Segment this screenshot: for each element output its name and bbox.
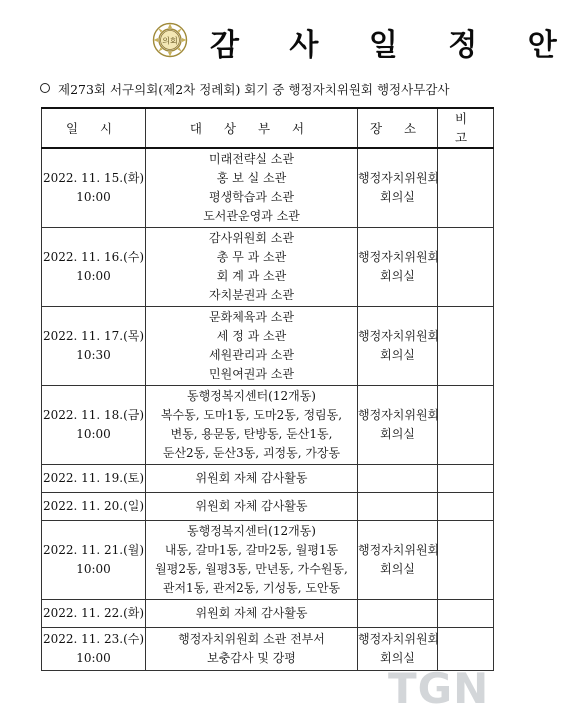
- date-cell: 2022. 11. 20.(일): [42, 493, 146, 521]
- target-cell: 동행정복지센터(12개동) 내동, 갈마1동, 갈마2동, 월평1동 월평2동, 월평3동, 만년동, 가수원동, 관저1동, 관저2동, 기성동, 도안동: [146, 521, 358, 600]
- note-cell: [438, 521, 494, 600]
- target-cell: 위원회 자체 감사활동: [146, 465, 358, 493]
- target-cell: 감사위원회 소관 총 무 과 소관 회 계 과 소관 자치분권과 소관: [146, 228, 358, 307]
- table-row: [42, 307, 494, 386]
- note-cell: [438, 148, 494, 228]
- date-cell: 2022. 11. 19.(토): [42, 465, 146, 493]
- target-cell: 미래전략실 소관 홍 보 실 소관 평생학습과 소관 도서관운영과 소관: [146, 148, 358, 228]
- table-header-row: [42, 108, 494, 148]
- target-cell: 동행정복지센터(12개동) 복수동, 도마1동, 도마2동, 정림동, 변동, 용문동, 탄방동, 둔산1동, 둔산2동, 둔산3동, 괴정동, 가장동: [146, 386, 358, 465]
- note-cell: [438, 493, 494, 521]
- table-row: [42, 493, 494, 521]
- bullet-circle-icon: [40, 83, 50, 93]
- table-row: [42, 600, 494, 628]
- note-cell: [438, 465, 494, 493]
- place-cell: 행정자치위원회 회의실: [358, 386, 438, 465]
- place-cell: [358, 465, 438, 493]
- tgn-watermark-logo: TGN: [388, 664, 490, 713]
- place-cell: 행정자치위원회 회의실: [358, 521, 438, 600]
- header-place: 장 소: [358, 108, 438, 148]
- place-cell: 행정자치위원회 회의실: [358, 148, 438, 228]
- document-title: 감 사 일 정 안: [210, 28, 577, 63]
- header-target: 대 상 부 서: [146, 108, 358, 148]
- subtitle-text: 제273회 서구의회(제2차 정례회) 회기 중 행정자치위원회 행정사무감사: [58, 82, 450, 97]
- table-row: [42, 386, 494, 465]
- target-cell: 행정자치위원회 소관 전부서 보충감사 및 강평: [146, 628, 358, 671]
- date-cell: 2022. 11. 22.(화): [42, 600, 146, 628]
- place-cell: [358, 600, 438, 628]
- note-cell: [438, 600, 494, 628]
- place-cell: 행정자치위원회 회의실: [358, 228, 438, 307]
- table-row: [42, 228, 494, 307]
- place-cell: 행정자치위원회 회의실: [358, 307, 438, 386]
- note-cell: [438, 386, 494, 465]
- svg-text:의회: 의회: [162, 36, 178, 46]
- date-cell: 2022. 11. 18.(금) 10:00: [42, 386, 146, 465]
- date-cell: 2022. 11. 17.(목) 10:30: [42, 307, 146, 386]
- table-row: [42, 465, 494, 493]
- audit-schedule-table: [41, 107, 494, 671]
- target-cell: 위원회 자체 감사활동: [146, 600, 358, 628]
- note-cell: [438, 228, 494, 307]
- table-row: [42, 148, 494, 228]
- table-row: [42, 521, 494, 600]
- place-cell: 행정자치위원회 회의실: [358, 628, 438, 671]
- header-note: 비 고: [438, 108, 494, 148]
- date-cell: 2022. 11. 21.(월) 10:00: [42, 521, 146, 600]
- note-cell: [438, 307, 494, 386]
- document-header: [0, 18, 577, 66]
- document-subtitle: [40, 80, 449, 98]
- target-cell: 위원회 자체 감사활동: [146, 493, 358, 521]
- date-cell: 2022. 11. 15.(화) 10:00: [42, 148, 146, 228]
- date-cell: 2022. 11. 16.(수) 10:00: [42, 228, 146, 307]
- date-cell: 2022. 11. 23.(수) 10:00: [42, 628, 146, 671]
- target-cell: 문화체육과 소관 세 정 과 소관 세원관리과 소관 민원여권과 소관: [146, 307, 358, 386]
- place-cell: [358, 493, 438, 521]
- council-seal-icon: [152, 22, 188, 58]
- header-date: 일 시: [42, 108, 146, 148]
